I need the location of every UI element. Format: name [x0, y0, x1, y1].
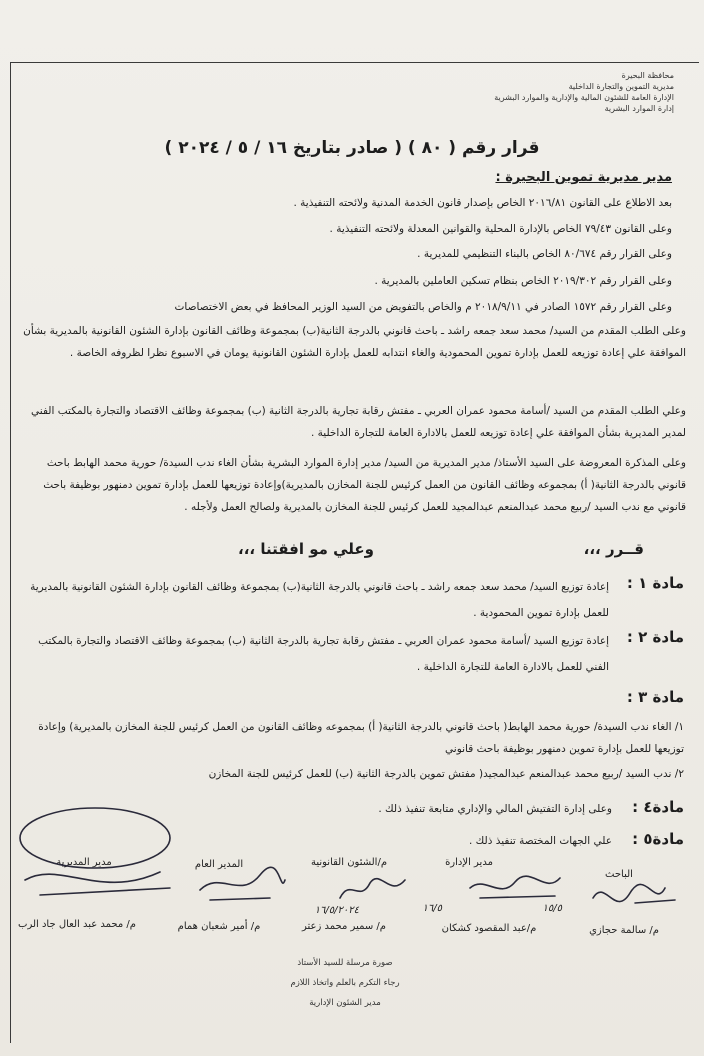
- signature-name-legal: م/ سمير محمد زعتر: [302, 921, 386, 932]
- article-2-label: مادة ٢ :: [626, 628, 684, 646]
- article-4-text: وعلى إدارة التفتيش المالي والإداري متابعة تنفيذ ذلك .: [378, 803, 612, 815]
- copy-stamp-line-1: صورة مرسلة للسيد الأستاذ: [297, 958, 393, 968]
- preamble-2: وعلى القانون ٧٩/٤٣ الخاص بالإدارة المحلية والقوانين المعدلة ولائحته التنفيذية .: [329, 223, 672, 235]
- preamble-8: وعلى المذكرة المعروضة على السيد الأستاذ/ مدير المديرية من السيد/ مدير إدارة الموارد البشرية بشأن الغاء ندب السيدة/ حورية محمد الهابط باحث قانوني بالدرجة الثانية( أ) بمجموعه وظائف القانون من العمل كرئيس للجنة المخازن بالمديرية)وإعادة توزيعها للعمل بإدارة تموين دمنهور بوظيفة باحث قانوني مع ندب السيد /ربيع محمد عبدالمنعم عبدالمجيد للعمل كرئيس للجنة المخازن بالمديرية ولصالح العمل ولأجله .: [43, 457, 686, 513]
- preamble-5: وعلى القرار رقم ١٥٧٢ الصادر في ٢٠١٨/٩/١١ م والخاص بالتفويض من السيد الوزير المحافظ في بعض الاختصاصات: [174, 301, 672, 313]
- article-5-text: علي الجهات المختصة تنفيذ ذلك .: [468, 835, 612, 847]
- article-1-text: إعادة توزيع السيد/ محمد سعد جمعه راشد ـ باحث قانوني بالدرجة الثانية(ب) بمجموعة وظائف القانون بإدارة الشئون القانونية بالمديرية للعمل بإدارة تموين المحمودية .: [30, 581, 609, 619]
- copy-stamp-line-3: مدير الشئون الإدارية: [309, 998, 381, 1008]
- signature-general-manager: [190, 860, 290, 910]
- article-4-label: مادة٤ :: [632, 798, 684, 816]
- article-5-label: مادة٥ :: [632, 830, 684, 848]
- signature-role-dept-manager: مدير الإدارة: [445, 857, 493, 868]
- preamble-4: وعلى القرار رقم ٢٠١٩/٣٠٢ الخاص بنظام تسكين العاملين بالمديرية .: [374, 275, 672, 287]
- header-line-4: إدارة الموارد البشرية: [604, 104, 674, 113]
- header-line-3: الإدارة العامة للشئون المالية والإدارية والموارد البشرية: [494, 93, 674, 102]
- handwritten-date-3: ١٦/٥/٢٠٢٤: [314, 905, 359, 916]
- signature-role-legal: م/الشئون القانونية: [310, 857, 388, 868]
- copy-stamp-line-2: رجاء التكرم بالعلم واتخاذ اللازم: [290, 978, 400, 988]
- approval-left: وعلي مو افقتنا ،،،: [238, 540, 374, 558]
- signature-role-general-manager: المدير العام: [194, 859, 244, 870]
- article-3-item-1: ١/ الغاء ندب السيدة/ حورية محمد الهابط( باحث قانوني بالدرجة الثانية( أ) بمجموعه وظائف القانون من العمل كرئيس للجنة المخازن بالمديرية) وإعادة توزيعها للعمل بإدارة تموين دمنهور بوظيفة باحث قانوني: [38, 721, 684, 755]
- handwritten-date-1: ١٥/٥: [542, 903, 562, 914]
- signature-name-director: م/ محمد عبد العال جاد الرب: [18, 919, 136, 930]
- article-3-label: مادة ٣ :: [626, 688, 684, 706]
- signature-name-researcher: م/ سالمة حجازي: [589, 925, 659, 936]
- preamble-7: وعلي الطلب المقدم من السيد /أسامة محمود عمران العربي ـ مفتش رقابة تجارية بالدرجة الثانية (ب) بمجموعة وظائف الاقتصاد والتجارة بالمكتب الفني لمدير المديرية بشأن الموافقة علي إعادة توزيعه للعمل بالادارة العامة للتجارة الداخلية .: [31, 405, 686, 439]
- article-2-text: إعادة توزيع السيد /أسامة محمود عمران العربي ـ مفتش رقابة تجارية بالدرجة الثانية (ب) بمجموعة وظائف الاقتصاد والتجارة بالمكتب الفني للعمل بالادارة العامة للتجارة الداخلية .: [38, 635, 609, 673]
- signature-researcher: [585, 878, 685, 918]
- signature-role-researcher: الباحث: [605, 869, 633, 880]
- header-line-2: مديرية التموين والتجارة الداخلية: [568, 82, 674, 91]
- preamble-1: بعد الاطلاع على القانون ٢٠١٦/٨١ الخاص بإصدار قانون الخدمة المدنية ولائحته التنفيذية .: [293, 197, 672, 209]
- article-1-label: مادة ١ :: [626, 574, 684, 592]
- signature-name-dept-manager: م/عبد المقصود كشكان: [441, 923, 537, 934]
- preamble-6: وعلى الطلب المقدم من السيد/ محمد سعد جمعه راشد ـ باحث قانوني بالدرجة الثانية(ب) بمجموعة وظائف القانون بإدارة الشئون القانونية بالمديرية بشأن الموافقة علي إعادة توزيعه للعمل بإدارة تموين المحمودية والغاء انتدابه للعمل بإدارة الشئون القانونية يومان في الاسبوع نظرا لظروفه الخاصة .: [23, 325, 686, 359]
- signature-name-general-manager: م/ أمير شعبان همام: [177, 921, 261, 932]
- approval-right: قــرر ،،،: [583, 540, 644, 558]
- header-line-1: محافظة البحيرة: [621, 71, 674, 80]
- signature-role-director: مدير المديرية: [56, 857, 112, 868]
- article-3-item-2: ٢/ ندب السيد /ربيع محمد عبدالمنعم عبدالمجيد( مفتش تموين بالدرجة الثانية (ب) للعمل كرئيس للجنة المخازن: [208, 768, 684, 780]
- handwritten-date-2: ١٦/٥: [422, 903, 442, 914]
- signature-director: [10, 800, 180, 910]
- issuer-line: مدير مديرية تموين البحيرة :: [495, 170, 672, 185]
- decision-title: قرار رقم ( ٨٠ ) ( صادر بتاريخ ١٦ / ٥ / ٢٠٢٤ ): [164, 138, 540, 158]
- preamble-3: وعلى القرار رقم ٨٠/٦٧٤ الخاص بالبناء التنظيمي للمديرية .: [417, 248, 672, 260]
